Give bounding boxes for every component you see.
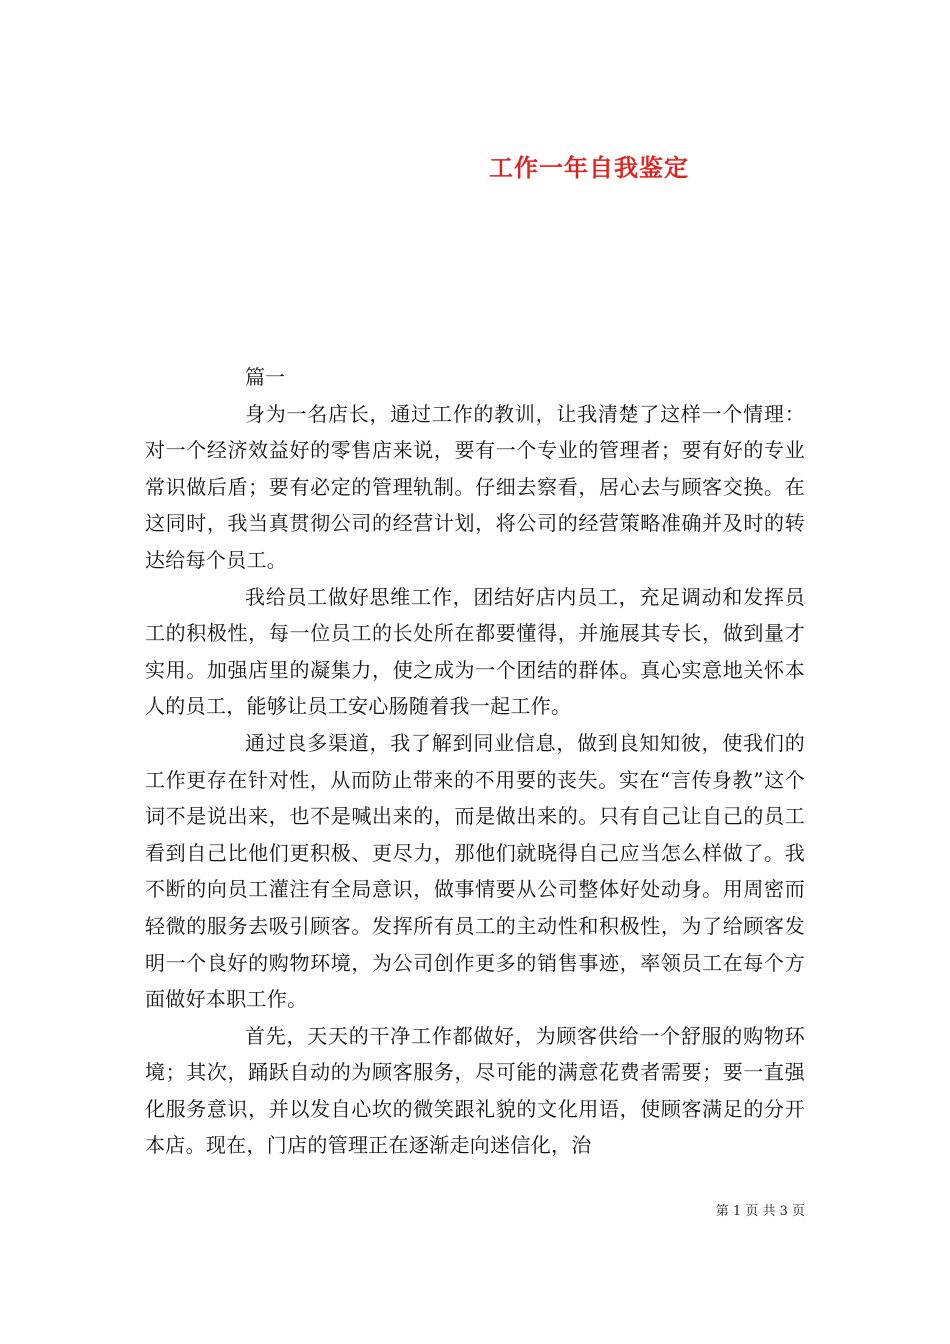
- paragraph-4: 首先，天天的干净工作都做好，为顾客供给一个舒服的购物环境；其次，踊跃自动的为顾客服务，尽可能的满意花费者需要；要一直强化服务意识，并以发自心坎的微笑跟礼貌的文化用语，使顾客满足的分开本店。现在，门店的管理正在逐渐走向迷信化，治: [145, 1023, 805, 1158]
- paragraph-2: 我给员工做好思维工作，团结好店内员工，充足调动和发挥员工的积极性，每一位员工的长处所在都要懂得，并施展其专长，做到量才实用。加强店里的凝集力，使之成为一个团结的群体。真心实意地关怀本人的员工，能够让员工安心肠随着我一起工作。: [145, 584, 805, 719]
- paragraph-1: 身为一名店长，通过工作的教训，让我清楚了这样一个情理：对一个经济效益好的零售店来说，要有一个专业的管理者；要有好的专业常识做后盾；要有必定的管理轨制。仔细去察看，居心去与顾客交换。在这同时，我当真贯彻公司的经营计划，将公司的经营策略准确并及时的转达给每个员工。: [145, 401, 805, 572]
- paragraph-3: 通过良多渠道，我了解到同业信息，做到良知知彼，使我们的工作更存在针对性，从而防止带来的不用要的丧失。实在“言传身教”这个词不是说出来，也不是喊出来的，而是做出来的。只有自己让自己的员工看到自己比他们更积极、更尽力，那他们就晓得自己应当怎么样做了。我不断的向员工灌注有全局意识，做事情要从公司整体好处动身。用周密而轻微的服务去吸引顾客。发挥所有员工的主动性和积极性，为了给顾客发明一个良好的购物环境，为公司创作更多的销售事迹，率领员工在每个方面做好本职工作。: [145, 730, 805, 1012]
- page-number: 第 1 页 共 3 页: [715, 1204, 805, 1219]
- document-body: [145, 359, 805, 1164]
- document-title: 工作一年自我鉴定: [489, 153, 689, 183]
- section-label: 篇一: [245, 365, 285, 389]
